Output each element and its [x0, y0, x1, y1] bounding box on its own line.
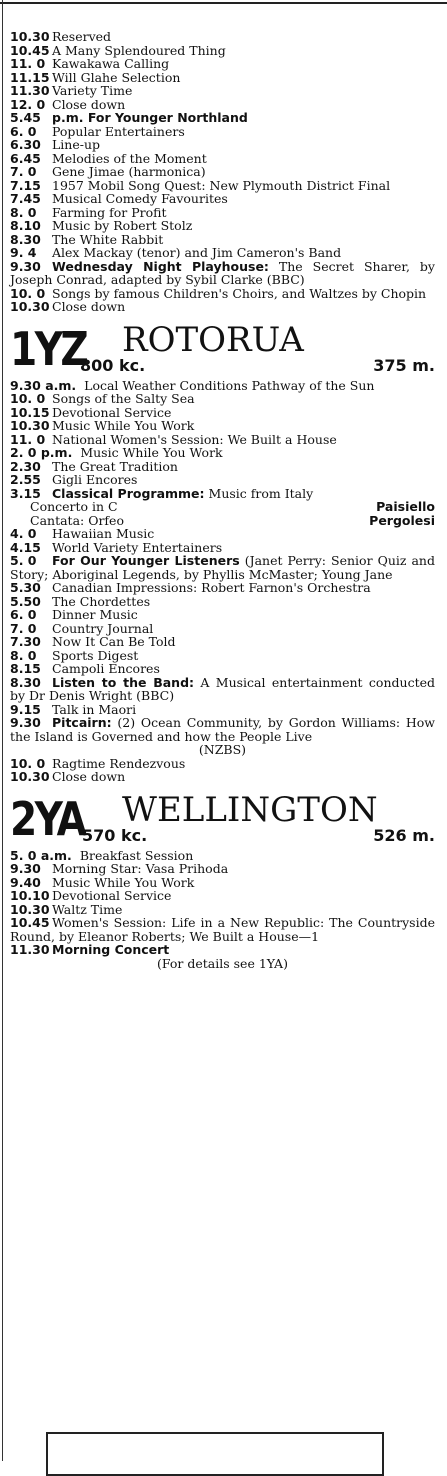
programme-entry	[10, 849, 435, 863]
programme-entry	[10, 246, 435, 260]
entry-title: The Chordettes	[52, 593, 151, 609]
entry-title: Close down	[52, 769, 126, 784]
programme-entry	[10, 300, 435, 314]
entry-time: 4. 0	[10, 526, 37, 541]
entry-time: 7.15	[10, 177, 41, 193]
entry-time: 7.30	[10, 634, 41, 649]
programme-entry	[10, 527, 435, 541]
entry-time: 5. 0 a.m.	[10, 847, 72, 863]
entry-time: 4.15	[10, 539, 41, 555]
entry-time: 12. 0	[10, 96, 46, 112]
entry-time: 6.45	[10, 150, 41, 166]
entry-title: The White Rabbit	[52, 231, 164, 247]
programme-entry	[10, 608, 435, 622]
entry-title: Music While You Work	[52, 874, 195, 890]
rotorua-schedule	[10, 379, 435, 501]
programme-entry	[10, 622, 435, 636]
programme-entry	[10, 206, 435, 220]
entry-title: A Many Splendoured Thing	[52, 42, 226, 58]
programme-entry	[10, 703, 435, 717]
entry-highlight: Listen to the Band:	[52, 674, 195, 690]
entry-title: Alex Mackay (tenor) and Jim Cameron's Band	[52, 245, 342, 260]
programme-entry	[10, 433, 435, 447]
entry-time: 11.30	[10, 83, 50, 98]
programme-entry	[10, 916, 435, 943]
entry-time: 9.40	[10, 874, 41, 890]
entry-time: 11. 0	[10, 56, 46, 71]
programme-entry	[10, 662, 435, 676]
programme-entry	[10, 716, 435, 743]
programme-entry	[10, 379, 435, 393]
entry-title: The Secret Sharer, by Joseph Conrad, adapted by Sybil Clarke (BBC)	[10, 258, 435, 287]
entry-title: Reserved	[52, 29, 112, 44]
entry-time: 8.30	[10, 231, 41, 247]
entry-time: 8.30	[10, 674, 41, 690]
entry-title: 1957 Mobil Song Quest: New Plymouth District Final	[52, 177, 391, 193]
entry-title: Talk in Maori	[52, 701, 137, 717]
programme-entry	[10, 84, 435, 98]
entry-time: 5.30	[10, 580, 41, 595]
station-header-wellington	[10, 789, 435, 846]
programme-entry	[10, 219, 435, 233]
programme-entry	[10, 98, 435, 112]
programme-entry	[10, 770, 435, 784]
entry-title: The Great Tradition	[52, 458, 178, 474]
entry-highlight: p.m. For Younger Northland	[52, 110, 248, 125]
entry-time: 10.15	[10, 404, 50, 420]
programme-entry	[10, 554, 435, 581]
entry-title: A Musical entertainment conducted by Dr Denis Wright (BBC)	[10, 674, 435, 703]
rotorua-works	[10, 500, 435, 527]
entry-title: Close down	[52, 299, 126, 314]
programme-entry	[10, 676, 435, 703]
entry-title: Country Journal	[52, 620, 154, 636]
entry-title: Musical Comedy Favourites	[52, 191, 228, 206]
programme-entry	[10, 57, 435, 71]
entry-title: Songs of the Salty Sea	[52, 391, 195, 406]
station-wavelength: 375 m.	[373, 355, 435, 375]
details-note: (For details see 1YA)	[157, 955, 288, 971]
entry-time: 2. 0 p.m.	[10, 445, 73, 460]
station-frequency: 800 kc.	[80, 355, 146, 375]
entry-time: 9.15	[10, 701, 41, 717]
entry-time: 10.30	[10, 769, 50, 784]
programme-entry	[10, 419, 435, 433]
entry-title: Popular Entertainers	[52, 123, 185, 139]
work-composer: Pergolesi	[369, 512, 435, 528]
entry-time: 6.30	[10, 137, 41, 152]
entry-highlight: Wednesday Night Playhouse:	[52, 258, 269, 274]
entry-title: (Janet Perry: Senior Quiz and Story; Aboriginal Legends, by Phyllis McMaster; Young Jane	[10, 553, 435, 582]
programme-entry	[10, 903, 435, 917]
programme-entry	[10, 233, 435, 247]
programme-entry	[10, 152, 435, 166]
entry-title: Women's Session: Life in a New Republic: The Countryside Round, by Eleanor Roberts; We Built a House—1	[10, 915, 435, 944]
entry-time: 9.30 a.m.	[10, 377, 77, 393]
entry-title: Melodies of the Moment	[52, 150, 207, 166]
entry-highlight: For Our Younger Listeners	[52, 553, 240, 568]
programme-entry	[10, 595, 435, 609]
entry-time: 9.30	[10, 258, 41, 274]
entry-time: 5. 0	[10, 553, 37, 568]
programme-entry	[10, 287, 435, 301]
station-header-rotorua	[10, 319, 435, 376]
entry-highlight: Pitcairn:	[52, 715, 112, 730]
programme-entry	[10, 71, 435, 85]
programme-entry	[10, 165, 435, 179]
entry-time: 10.30	[10, 418, 50, 433]
entry-time: 2.30	[10, 458, 41, 474]
entry-time: 8. 0	[10, 647, 37, 663]
entry-time: 8. 0	[10, 204, 37, 220]
programme-entry	[10, 487, 435, 501]
programme-entry	[10, 649, 435, 663]
programme-entry	[10, 541, 435, 555]
entry-time: 10.30	[10, 901, 50, 917]
programme-entry	[10, 943, 435, 957]
entry-title: Music While You Work	[80, 445, 223, 460]
entry-title: Devotional Service	[52, 888, 172, 903]
entry-title: Gene Jimae (harmonica)	[52, 164, 206, 179]
entry-title: Now It Can Be Told	[52, 634, 176, 649]
entry-title: Music While You Work	[52, 418, 195, 433]
entry-title: Hawaiian Music	[52, 526, 155, 541]
entry-time: 3.15	[10, 485, 41, 501]
entry-title: Line-up	[52, 137, 101, 152]
programme-entry	[10, 179, 435, 193]
entry-time: 10.10	[10, 888, 50, 903]
entry-title: Breakfast Session	[79, 847, 194, 863]
entry-title: Music by Robert Stolz	[52, 218, 193, 233]
entry-time: 10. 0	[10, 755, 46, 771]
entry-title: Waltz Time	[52, 901, 123, 917]
work-title: Concerto in C	[30, 499, 118, 514]
entry-time: 8.15	[10, 661, 41, 676]
entry-title: Dinner Music	[52, 607, 138, 622]
programme-entry	[10, 460, 435, 474]
programme-entry	[10, 392, 435, 406]
programme-entry	[10, 757, 435, 771]
programme-entry	[10, 138, 435, 152]
entry-title: Campoli Encores	[52, 661, 160, 676]
top-schedule	[10, 30, 435, 314]
entry-title: Farming for Profit	[52, 204, 167, 220]
music-work	[10, 500, 435, 514]
programme-entry	[10, 125, 435, 139]
entry-highlight: Morning Concert	[52, 942, 170, 957]
programme-entry	[10, 635, 435, 649]
programme-entry	[10, 581, 435, 595]
entry-time: 7. 0	[10, 620, 37, 636]
left-rule	[2, 0, 3, 1461]
entry-title: (2) Ocean Community, by Gordon Williams: How the Island is Governed and how the People Live	[10, 715, 435, 744]
music-work	[10, 514, 435, 528]
entry-title: Local Weather Conditions Pathway of the Sun	[84, 377, 375, 393]
entry-time: 6. 0	[10, 607, 37, 622]
work-composer: Paisiello	[376, 499, 435, 514]
entry-time: 9.30	[10, 861, 41, 876]
entry-title: Music from Italy	[208, 485, 314, 501]
wellington-schedule	[10, 849, 435, 957]
station-call-sign: 1YZ	[10, 321, 87, 376]
entry-title: Gigli Encores	[52, 472, 138, 487]
entry-title: Close down	[52, 96, 126, 112]
entry-time: 7. 0	[10, 164, 37, 179]
station-frequency: 570 kc.	[82, 825, 148, 845]
station-call-sign: 2YA	[10, 791, 85, 846]
entry-time: 2.55	[10, 472, 41, 487]
entry-time: 11.30	[10, 942, 50, 957]
entry-time: 10.30	[10, 299, 50, 314]
advertisement-box	[46, 1432, 384, 1476]
programme-column	[10, 30, 435, 970]
entry-time: 10. 0	[10, 285, 46, 301]
programme-entry	[10, 260, 435, 287]
programme-entry	[10, 446, 435, 460]
entry-time: 5.45	[10, 110, 41, 125]
programme-entry	[10, 889, 435, 903]
top-rule	[0, 2, 447, 4]
station-wavelength: 526 m.	[373, 825, 435, 845]
entry-highlight: Classical Programme:	[52, 485, 205, 501]
work-title: Cantata: Orfeo	[30, 512, 124, 528]
station-city: ROTORUA	[122, 319, 304, 360]
entry-title: Songs by famous Children's Choirs, and Waltzes by Chopin	[52, 285, 427, 301]
entry-time: 10. 0	[10, 391, 46, 406]
programme-entry	[10, 406, 435, 420]
entry-time: 5.50	[10, 593, 41, 609]
entry-title: Ragtime Rendezvous	[52, 755, 186, 771]
entry-time: 11. 0	[10, 431, 46, 447]
programme-entry	[10, 30, 435, 44]
entry-title: Kawakawa Calling	[52, 56, 170, 71]
entry-time: 11.15	[10, 69, 50, 85]
station-city: WELLINGTON	[122, 789, 378, 830]
programme-entry	[10, 192, 435, 206]
entry-time: 6. 0	[10, 123, 37, 139]
programme-entry	[10, 44, 435, 58]
entry-title: World Variety Entertainers	[52, 539, 223, 555]
rotorua-schedule-evening	[10, 527, 435, 743]
programme-entry	[10, 473, 435, 487]
entry-title: Will Glahe Selection	[52, 69, 181, 85]
entry-time: 10.45	[10, 915, 50, 930]
entry-title: Sports Digest	[52, 647, 139, 663]
entry-time: 9. 4	[10, 245, 37, 260]
programme-entry	[10, 876, 435, 890]
entry-time: 7.45	[10, 191, 41, 206]
entry-title: Canadian Impressions: Robert Farnon's Orchestra	[52, 580, 371, 595]
entry-title: National Women's Session: We Built a House	[52, 431, 337, 447]
programme-entry	[10, 111, 435, 125]
entry-time: 8.10	[10, 218, 41, 233]
entry-title: Variety Time	[52, 83, 133, 98]
programme-entry	[10, 862, 435, 876]
nzbs-credit: (NZBS)	[198, 742, 247, 757]
entry-time: 10.45	[10, 42, 50, 58]
entry-title: Morning Star: Vasa Prihoda	[52, 861, 229, 876]
rotorua-schedule-late	[10, 757, 435, 784]
entry-time: 9.30	[10, 715, 41, 730]
entry-title: Devotional Service	[52, 404, 172, 420]
entry-time: 10.30	[10, 29, 50, 44]
